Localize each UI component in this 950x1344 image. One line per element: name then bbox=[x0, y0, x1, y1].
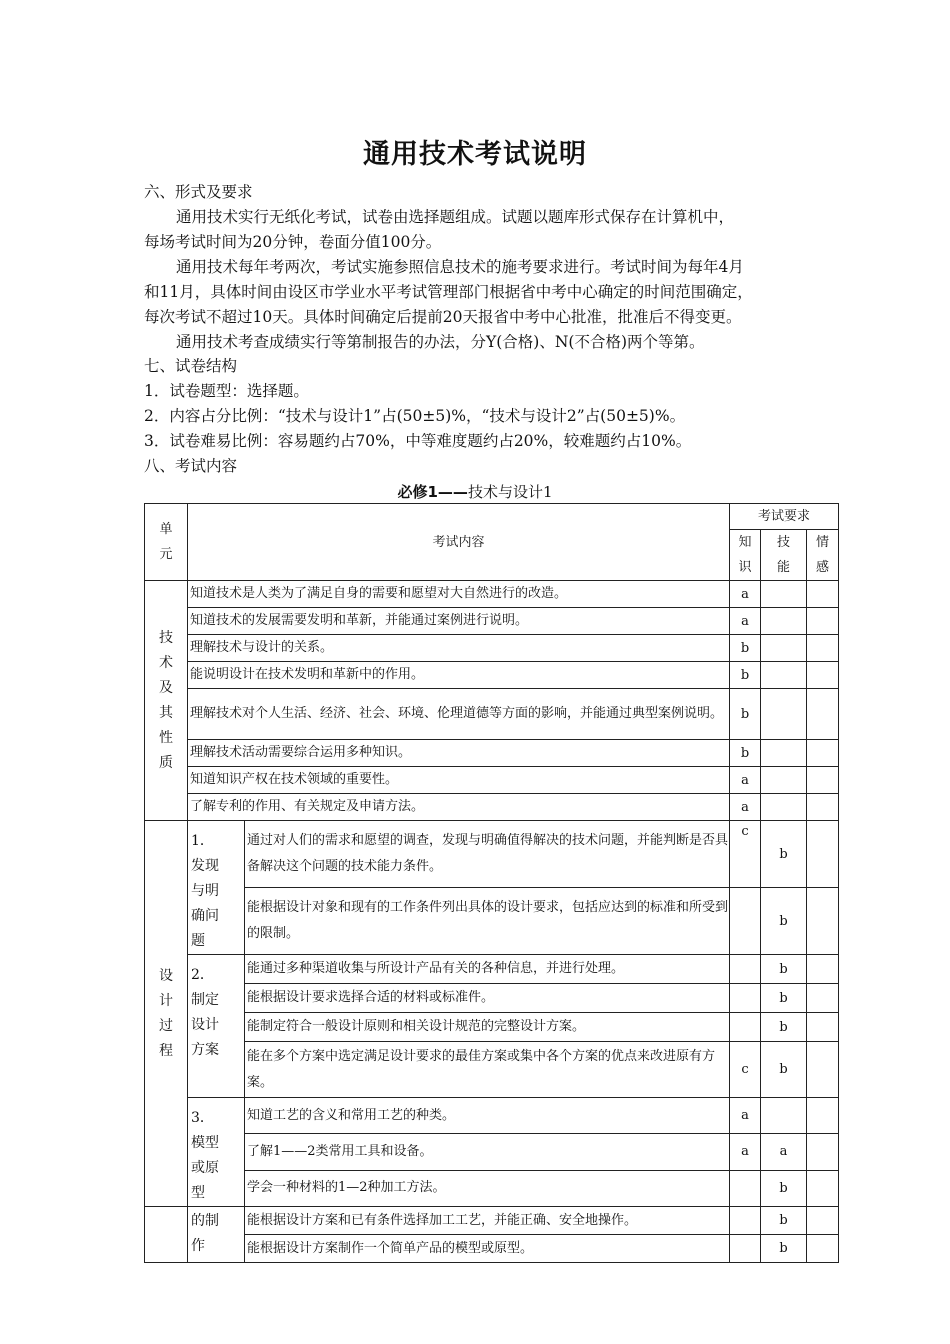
skill-cell: b bbox=[761, 984, 807, 1013]
table-row bbox=[145, 984, 839, 1013]
knowledge-cell: b bbox=[730, 662, 761, 689]
content-cell: 能通过多种渠道收集与所设计产品有关的各种信息，并进行处理。 bbox=[245, 955, 730, 984]
skill-cell bbox=[761, 635, 807, 662]
paragraph-line: 通用技术实行无纸化考试，试卷由选择题组成。试题以题库形式保存在计算机中， bbox=[176, 208, 735, 226]
emotion-cell bbox=[807, 1235, 839, 1263]
emotion-cell bbox=[807, 635, 839, 662]
subunit-model-prototype-continued: 的制作 bbox=[188, 1207, 245, 1263]
table-row bbox=[145, 581, 839, 608]
table-row bbox=[145, 955, 839, 984]
section-8-heading: 八、考试内容 bbox=[144, 457, 238, 475]
header-knowledge: 知识 bbox=[730, 530, 761, 581]
knowledge-cell: c bbox=[730, 821, 761, 888]
content-cell: 知道知识产权在技术领域的重要性。 bbox=[188, 767, 730, 794]
caption-text: 技术与设计1 bbox=[467, 483, 553, 501]
skill-cell: b bbox=[761, 1042, 807, 1098]
knowledge-cell bbox=[730, 955, 761, 984]
table-row bbox=[145, 1170, 839, 1206]
content-cell: 了解1——2类常用工具和设备。 bbox=[245, 1134, 730, 1170]
table-row bbox=[145, 662, 839, 689]
paragraph-line: 通用技术每年考两次，考试实施参照信息技术的施考要求进行。考试时间为每年4月 bbox=[176, 258, 744, 276]
table-row bbox=[145, 1235, 839, 1263]
knowledge-cell: b bbox=[730, 635, 761, 662]
knowledge-cell: b bbox=[730, 740, 761, 767]
emotion-cell bbox=[807, 821, 839, 888]
header-emotion: 情感 bbox=[807, 530, 839, 581]
table-row bbox=[145, 794, 839, 821]
paragraph-line: 每次考试不超过10天。具体时间确定后提前20天报省中考中心批准，批准后不得变更。 bbox=[144, 308, 742, 326]
emotion-cell bbox=[807, 740, 839, 767]
table-row bbox=[145, 888, 839, 955]
content-cell: 能说明设计在技术发明和革新中的作用。 bbox=[188, 662, 730, 689]
skill-cell bbox=[761, 767, 807, 794]
skill-cell: a bbox=[761, 1134, 807, 1170]
unit-technology-nature: 技术及其性质 bbox=[145, 581, 188, 821]
emotion-cell bbox=[807, 1134, 839, 1170]
skill-cell bbox=[761, 794, 807, 821]
table-row bbox=[145, 689, 839, 740]
knowledge-cell: a bbox=[730, 794, 761, 821]
content-cell: 能在多个方案中选定满足设计要求的最佳方案或集中各个方案的优点来改进原有方案。 bbox=[245, 1042, 730, 1098]
caption-bold: 必修1—— bbox=[397, 483, 468, 501]
knowledge-cell: a bbox=[730, 581, 761, 608]
exam-content-table bbox=[144, 503, 839, 1263]
skill-cell bbox=[761, 581, 807, 608]
emotion-cell bbox=[807, 1098, 839, 1134]
emotion-cell bbox=[807, 581, 839, 608]
header-skill: 技能 bbox=[761, 530, 807, 581]
content-cell: 理解技术对个人生活、经济、社会、环境、伦理道德等方面的影响，并能通过典型案例说明。 bbox=[188, 689, 730, 740]
emotion-cell bbox=[807, 888, 839, 955]
table-header-row bbox=[145, 504, 839, 530]
skill-cell bbox=[761, 689, 807, 740]
unit-continued bbox=[145, 1207, 188, 1263]
paragraph-line: 通用技术考查成绩实行等第制报告的办法，分Y(合格)、N(不合格)两个等第。 bbox=[176, 333, 705, 351]
content-cell: 学会一种材料的1—2种加工方法。 bbox=[245, 1170, 730, 1206]
content-cell: 能根据设计方案制作一个简单产品的模型或原型。 bbox=[245, 1235, 730, 1263]
skill-cell bbox=[761, 740, 807, 767]
content-cell: 知道技术的发展需要发明和革新，并能通过案例进行说明。 bbox=[188, 608, 730, 635]
skill-cell: b bbox=[761, 821, 807, 888]
emotion-cell bbox=[807, 662, 839, 689]
table-row bbox=[145, 1207, 839, 1235]
skill-cell: b bbox=[761, 955, 807, 984]
section-7-heading: 七、试卷结构 bbox=[144, 357, 238, 375]
content-cell: 能根据设计要求选择合适的材料或标准件。 bbox=[245, 984, 730, 1013]
skill-cell: b bbox=[761, 1170, 807, 1206]
knowledge-cell bbox=[730, 1170, 761, 1206]
header-content: 考试内容 bbox=[188, 504, 730, 581]
header-unit: 单元 bbox=[145, 504, 188, 581]
knowledge-cell: a bbox=[730, 1134, 761, 1170]
list-item: 2．内容占分比例：“技术与设计1”占(50±5)%，“技术与设计2”占(50±5)%。 bbox=[144, 407, 686, 425]
table-row bbox=[145, 1098, 839, 1134]
skill-cell bbox=[761, 608, 807, 635]
skill-cell: b bbox=[761, 1207, 807, 1235]
content-cell: 理解技术与设计的关系。 bbox=[188, 635, 730, 662]
header-requirements: 考试要求 bbox=[730, 504, 839, 530]
table-caption bbox=[0, 481, 950, 503]
table-row bbox=[145, 608, 839, 635]
knowledge-cell bbox=[730, 1235, 761, 1263]
table-row bbox=[145, 821, 839, 888]
skill-cell bbox=[761, 662, 807, 689]
emotion-cell bbox=[807, 955, 839, 984]
emotion-cell bbox=[807, 1170, 839, 1206]
content-cell: 能制定符合一般设计原则和相关设计规范的完整设计方案。 bbox=[245, 1013, 730, 1042]
paragraph-line: 和11月，具体时间由设区市学业水平考试管理部门根据省中考中心确定的时间范围确定， bbox=[144, 283, 753, 301]
emotion-cell bbox=[807, 1042, 839, 1098]
knowledge-cell: b bbox=[730, 689, 761, 740]
knowledge-cell bbox=[730, 984, 761, 1013]
content-cell: 能根据设计对象和现有的工作条件列出具体的设计要求，包括应达到的标准和所受到的限制。 bbox=[245, 888, 730, 955]
table-row bbox=[145, 740, 839, 767]
skill-cell bbox=[761, 1098, 807, 1134]
table-row bbox=[145, 635, 839, 662]
content-cell: 了解专利的作用、有关规定及申请方法。 bbox=[188, 794, 730, 821]
content-cell: 理解技术活动需要综合运用多种知识。 bbox=[188, 740, 730, 767]
section-6-heading: 六、形式及要求 bbox=[144, 183, 253, 201]
emotion-cell bbox=[807, 608, 839, 635]
emotion-cell bbox=[807, 767, 839, 794]
table-row bbox=[145, 767, 839, 794]
subunit-find-problem: 1．发现与明确问题 bbox=[188, 821, 245, 955]
table-row bbox=[145, 1042, 839, 1098]
emotion-cell bbox=[807, 1207, 839, 1235]
content-cell: 知道工艺的含义和常用工艺的种类。 bbox=[245, 1098, 730, 1134]
content-cell: 能根据设计方案和已有条件选择加工工艺，并能正确、安全地操作。 bbox=[245, 1207, 730, 1235]
emotion-cell bbox=[807, 1013, 839, 1042]
skill-cell: b bbox=[761, 888, 807, 955]
knowledge-cell bbox=[730, 1013, 761, 1042]
paragraph-line: 每场考试时间为20分钟，卷面分值100分。 bbox=[144, 233, 442, 251]
knowledge-cell bbox=[730, 1207, 761, 1235]
subunit-model-prototype: 3．模型或原型 bbox=[188, 1098, 245, 1207]
list-item: 1．试卷题型：选择题。 bbox=[144, 382, 309, 400]
knowledge-cell: a bbox=[730, 767, 761, 794]
emotion-cell bbox=[807, 794, 839, 821]
knowledge-cell: a bbox=[730, 1098, 761, 1134]
emotion-cell bbox=[807, 689, 839, 740]
knowledge-cell: c bbox=[730, 1042, 761, 1098]
list-item: 3．试卷难易比例：容易题约占70%，中等难度题约占20%，较难题约占10%。 bbox=[144, 432, 692, 450]
skill-cell: b bbox=[761, 1013, 807, 1042]
content-cell: 知道技术是人类为了满足自身的需要和愿望对大自然进行的改造。 bbox=[188, 581, 730, 608]
knowledge-cell bbox=[730, 888, 761, 955]
skill-cell: b bbox=[761, 1235, 807, 1263]
page-title: 通用技术考试说明 bbox=[363, 139, 587, 170]
unit-design-process: 设计过程 bbox=[145, 821, 188, 1207]
table-row bbox=[145, 1013, 839, 1042]
subunit-make-plan: 2．制定设计方案 bbox=[188, 955, 245, 1098]
emotion-cell bbox=[807, 984, 839, 1013]
table-row bbox=[145, 1134, 839, 1170]
content-cell: 通过对人们的需求和愿望的调查，发现与明确值得解决的技术问题，并能判断是否具备解决这个问题的技术能力条件。 bbox=[245, 821, 730, 888]
knowledge-cell: a bbox=[730, 608, 761, 635]
